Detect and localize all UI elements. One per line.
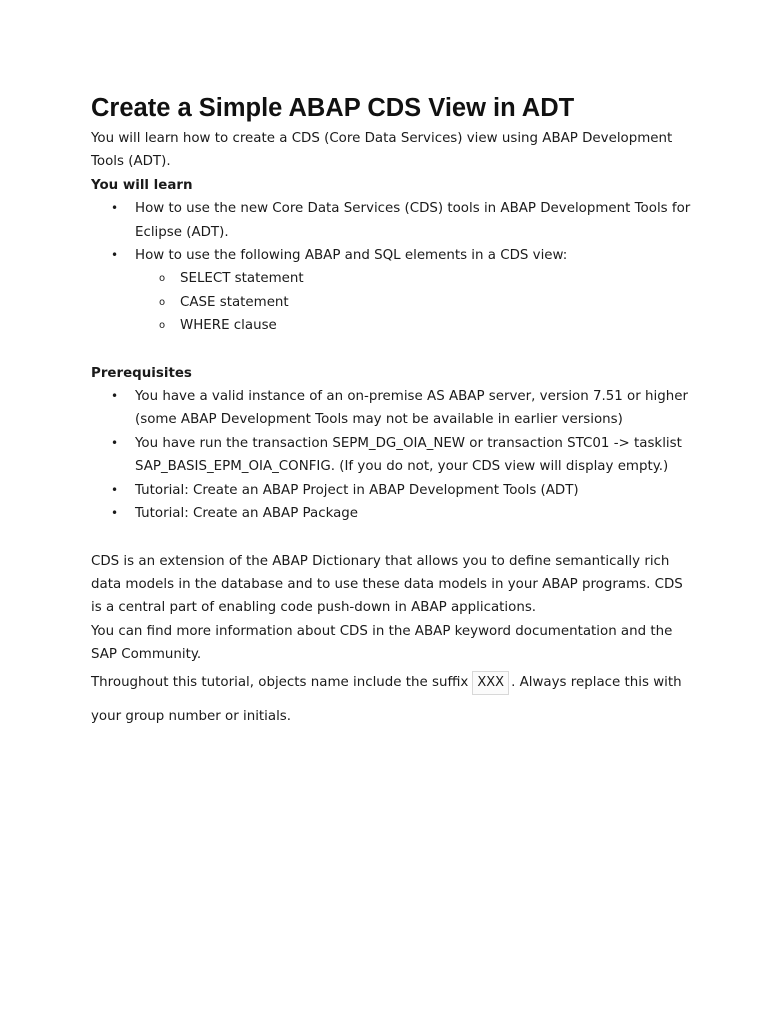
list-item-text: How to use the following ABAP and SQL elements in a CDS view:: [135, 248, 568, 264]
list-item: [91, 385, 691, 432]
suffix-text-after: . Always replace this with: [511, 674, 682, 690]
sublist-item-text: WHERE clause: [180, 318, 277, 334]
list-item: [91, 479, 691, 502]
sublist-item: [91, 314, 691, 337]
bullet-icon: •: [111, 389, 119, 404]
bullet-icon: •: [111, 201, 119, 216]
list-item-text: Tutorial: Create an ABAP Project in ABAP Development Tools (ADT): [135, 482, 579, 498]
circle-bullet-icon: o: [159, 273, 166, 285]
prerequisites-list: [91, 385, 691, 525]
suffix-code: XXX: [472, 671, 509, 695]
prerequisites-heading: Prerequisites: [91, 365, 192, 381]
list-item: [91, 432, 691, 479]
learn-heading: You will learn: [91, 177, 193, 193]
sublist-item-text: CASE statement: [180, 294, 289, 310]
cds-paragraph: CDS is an extension of the ABAP Dictionary that allows you to define semantically rich data models in the database and to use these data models in your ABAP programs. CDS is a central part of enabling code push-down in ABAP applications.: [91, 553, 683, 616]
list-item: [91, 502, 691, 525]
circle-bullet-icon: o: [159, 296, 166, 308]
list-item-text: How to use the new Core Data Services (CDS) tools in ABAP Development Tools for Eclipse (ADT).: [135, 201, 691, 240]
sublist-item: [91, 291, 691, 314]
sublist-item: [91, 267, 691, 290]
more-info-paragraph: You can find more information about CDS in the ABAP keyword documentation and the SAP Community.: [91, 623, 673, 663]
learn-sublist: [91, 267, 691, 337]
bullet-icon: •: [111, 435, 119, 450]
suffix-paragraph: [91, 671, 691, 695]
list-item: [91, 197, 691, 244]
list-item-text: You have a valid instance of an on-premise AS ABAP server, version 7.51 or higher (some ABAP Development Tools may not be available in earlier versions): [135, 389, 688, 428]
intro-paragraph: You will learn how to create a CDS (Core Data Services) view using ABAP Development Tools (ADT).: [91, 131, 673, 170]
list-item: [91, 244, 691, 338]
learn-list: [91, 197, 691, 337]
document-page: [91, 92, 691, 728]
sublist-item-text: SELECT statement: [180, 271, 304, 287]
bullet-icon: •: [111, 248, 119, 263]
bullet-icon: •: [111, 482, 119, 497]
list-item-text: You have run the transaction SEPM_DG_OIA_NEW or transaction STC01 -> tasklist SAP_BASIS_EPM_OIA_CONFIG. (If you do not, your CDS view will display empty.): [135, 435, 682, 475]
suffix-closing-text: your group number or initials.: [91, 708, 292, 724]
page-title: Create a Simple ABAP CDS View in ADT: [91, 94, 575, 122]
suffix-text-before: Throughout this tutorial, objects name include the suffix: [91, 674, 469, 690]
list-item-text: Tutorial: Create an ABAP Package: [135, 506, 359, 522]
bullet-icon: •: [111, 506, 119, 521]
circle-bullet-icon: o: [159, 320, 166, 332]
